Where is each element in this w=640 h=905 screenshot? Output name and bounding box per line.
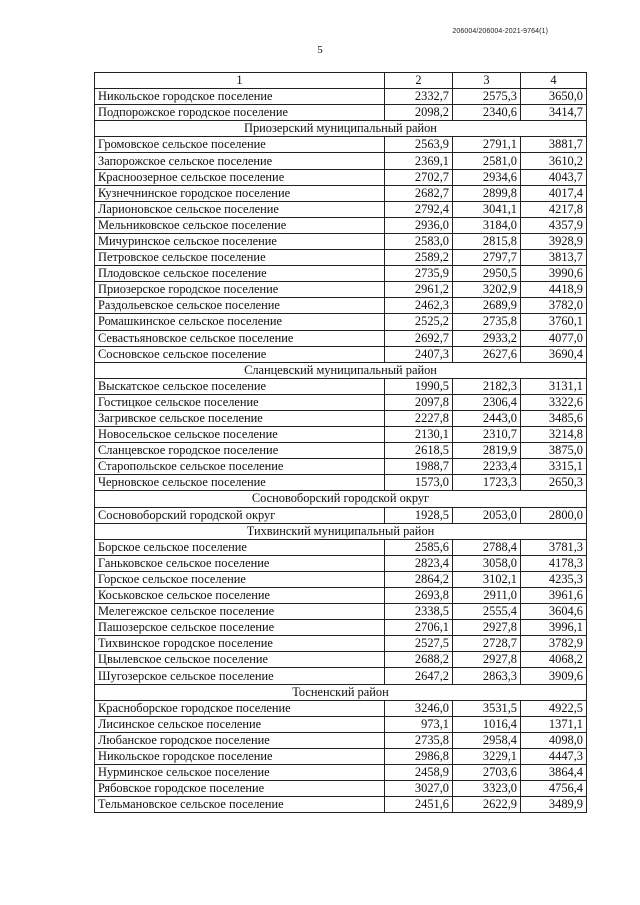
- settlement-name: Старопольское сельское поселение: [95, 459, 385, 475]
- value-col-3: 3323,0: [453, 781, 521, 797]
- value-col-3: 2581,0: [453, 153, 521, 169]
- value-col-3: 3058,0: [453, 555, 521, 571]
- section-row: [95, 684, 587, 700]
- value-col-3: 2703,6: [453, 765, 521, 781]
- value-col-3: 2791,1: [453, 137, 521, 153]
- table-row: [95, 250, 587, 266]
- settlement-name: Коськовское сельское поселение: [95, 588, 385, 604]
- table-row: [95, 378, 587, 394]
- table-row: [95, 394, 587, 410]
- settlement-name: Сосновское сельское поселение: [95, 346, 385, 362]
- table-row: [95, 571, 587, 587]
- value-col-2: 2130,1: [385, 427, 453, 443]
- table-row: [95, 346, 587, 362]
- value-col-2: 2098,2: [385, 105, 453, 121]
- value-col-2: 2692,7: [385, 330, 453, 346]
- table-row: [95, 620, 587, 636]
- table-header-row: [95, 73, 587, 89]
- value-col-4: 3909,6: [521, 668, 587, 684]
- value-col-4: 1371,1: [521, 716, 587, 732]
- value-col-3: 2443,0: [453, 410, 521, 426]
- value-col-4: 3131,1: [521, 378, 587, 394]
- settlement-name: Загривское сельское поселение: [95, 410, 385, 426]
- settlement-name: Приозерское городское поселение: [95, 282, 385, 298]
- section-row: [95, 523, 587, 539]
- value-col-3: 2233,4: [453, 459, 521, 475]
- value-col-2: 2338,5: [385, 604, 453, 620]
- value-col-4: 4043,7: [521, 169, 587, 185]
- value-col-3: 3229,1: [453, 748, 521, 764]
- settlement-name: Никольское городское поселение: [95, 748, 385, 764]
- settlement-name: Запорожское сельское поселение: [95, 153, 385, 169]
- table-row: [95, 330, 587, 346]
- value-col-2: 2583,0: [385, 233, 453, 249]
- table-row: [95, 604, 587, 620]
- settlement-name: Мельниковское сельское поселение: [95, 217, 385, 233]
- section-title: Сосновоборский городской округ: [95, 491, 587, 507]
- settlement-name: Петровское сельское поселение: [95, 250, 385, 266]
- settlement-name: Подпорожское городское поселение: [95, 105, 385, 121]
- value-col-4: 3864,4: [521, 765, 587, 781]
- table-row: [95, 507, 587, 523]
- value-col-2: 2097,8: [385, 394, 453, 410]
- value-col-2: 2735,8: [385, 732, 453, 748]
- value-col-4: 4098,0: [521, 732, 587, 748]
- settlement-name: Пашозерское сельское поселение: [95, 620, 385, 636]
- settlement-name: Красноозерное сельское поселение: [95, 169, 385, 185]
- value-col-2: 2563,9: [385, 137, 453, 153]
- table-row: [95, 765, 587, 781]
- document-id: 206004/206004-2021-9764(1): [452, 28, 548, 35]
- table-row: [95, 201, 587, 217]
- value-col-2: 2525,2: [385, 314, 453, 330]
- settlement-name: Красноборское городское поселение: [95, 700, 385, 716]
- column-header: 1: [95, 73, 385, 89]
- value-col-4: 4068,2: [521, 652, 587, 668]
- value-col-3: 2555,4: [453, 604, 521, 620]
- value-col-3: 3102,1: [453, 571, 521, 587]
- section-row: [95, 121, 587, 137]
- value-col-2: 2618,5: [385, 443, 453, 459]
- value-col-2: 2451,6: [385, 797, 453, 813]
- table-row: [95, 169, 587, 185]
- table-row: [95, 636, 587, 652]
- settlement-name: Сосновоборский городской округ: [95, 507, 385, 523]
- value-col-4: 4178,3: [521, 555, 587, 571]
- value-col-2: 973,1: [385, 716, 453, 732]
- value-col-2: 2702,7: [385, 169, 453, 185]
- value-col-2: 1573,0: [385, 475, 453, 491]
- value-col-2: 2407,3: [385, 346, 453, 362]
- value-col-2: 2735,9: [385, 266, 453, 282]
- value-col-3: 1723,3: [453, 475, 521, 491]
- value-col-4: 3604,6: [521, 604, 587, 620]
- value-col-3: 2735,8: [453, 314, 521, 330]
- value-col-2: 2693,8: [385, 588, 453, 604]
- value-col-4: 3990,6: [521, 266, 587, 282]
- value-col-4: 3928,9: [521, 233, 587, 249]
- settlement-name: Раздольевское сельское поселение: [95, 298, 385, 314]
- value-col-2: 2332,7: [385, 89, 453, 105]
- value-col-3: 2728,7: [453, 636, 521, 652]
- value-col-2: 3027,0: [385, 781, 453, 797]
- value-col-3: 2310,7: [453, 427, 521, 443]
- settlement-name: Шугозерское сельское поселение: [95, 668, 385, 684]
- value-col-2: 2961,2: [385, 282, 453, 298]
- value-col-4: 3782,0: [521, 298, 587, 314]
- page-number: 5: [317, 44, 323, 56]
- settlement-name: Никольское городское поселение: [95, 89, 385, 105]
- value-col-4: 3881,7: [521, 137, 587, 153]
- settlement-name: Новосельское сельское поселение: [95, 427, 385, 443]
- table-row: [95, 89, 587, 105]
- value-col-2: 1990,5: [385, 378, 453, 394]
- value-col-3: 2627,6: [453, 346, 521, 362]
- value-col-2: 2682,7: [385, 185, 453, 201]
- value-col-4: 3489,9: [521, 797, 587, 813]
- value-col-3: 2911,0: [453, 588, 521, 604]
- value-col-4: 3610,2: [521, 153, 587, 169]
- table-row: [95, 233, 587, 249]
- settlement-name: Мелегежское сельское поселение: [95, 604, 385, 620]
- value-col-4: 3322,6: [521, 394, 587, 410]
- value-col-3: 3041,1: [453, 201, 521, 217]
- settlement-name: Сланцевское городское поселение: [95, 443, 385, 459]
- value-col-2: 2227,8: [385, 410, 453, 426]
- value-col-2: 2585,6: [385, 539, 453, 555]
- value-col-4: 3875,0: [521, 443, 587, 459]
- value-col-2: 2864,2: [385, 571, 453, 587]
- value-col-3: 3202,9: [453, 282, 521, 298]
- table-row: [95, 555, 587, 571]
- table-row: [95, 732, 587, 748]
- value-col-3: 2306,4: [453, 394, 521, 410]
- settlement-name: Тихвинское городское поселение: [95, 636, 385, 652]
- value-col-4: 4357,9: [521, 217, 587, 233]
- value-col-3: 3531,5: [453, 700, 521, 716]
- section-row: [95, 362, 587, 378]
- value-col-4: 3485,6: [521, 410, 587, 426]
- table-row: [95, 137, 587, 153]
- table-row: [95, 652, 587, 668]
- table-row: [95, 797, 587, 813]
- table-row: [95, 410, 587, 426]
- table-row: [95, 748, 587, 764]
- table-row: [95, 266, 587, 282]
- settlement-name: Ромашкинское сельское поселение: [95, 314, 385, 330]
- value-col-2: 2792,4: [385, 201, 453, 217]
- section-title: Приозерский муниципальный район: [95, 121, 587, 137]
- column-header: 2: [385, 73, 453, 89]
- value-col-4: 3961,6: [521, 588, 587, 604]
- table-row: [95, 298, 587, 314]
- value-col-3: 2340,6: [453, 105, 521, 121]
- value-col-3: 2863,3: [453, 668, 521, 684]
- table-row: [95, 716, 587, 732]
- value-col-2: 2647,2: [385, 668, 453, 684]
- table-row: [95, 539, 587, 555]
- table-row: [95, 700, 587, 716]
- value-col-2: 1928,5: [385, 507, 453, 523]
- value-col-3: 2899,8: [453, 185, 521, 201]
- value-col-3: 2689,9: [453, 298, 521, 314]
- table-row: [95, 105, 587, 121]
- settlement-name: Ларионовское сельское поселение: [95, 201, 385, 217]
- settlement-name: Плодовское сельское поселение: [95, 266, 385, 282]
- value-col-3: 2053,0: [453, 507, 521, 523]
- value-col-3: 1016,4: [453, 716, 521, 732]
- value-col-3: 2958,4: [453, 732, 521, 748]
- value-col-3: 2934,6: [453, 169, 521, 185]
- settlement-name: Черновское сельское поселение: [95, 475, 385, 491]
- section-title: Тосненский район: [95, 684, 587, 700]
- value-col-4: 3414,7: [521, 105, 587, 121]
- settlement-name: Выскатское сельское поселение: [95, 378, 385, 394]
- value-col-3: 2815,8: [453, 233, 521, 249]
- value-col-4: 3690,4: [521, 346, 587, 362]
- settlement-name: Лисинское сельское поселение: [95, 716, 385, 732]
- value-col-3: 3184,0: [453, 217, 521, 233]
- value-col-3: 2788,4: [453, 539, 521, 555]
- value-col-4: 4447,3: [521, 748, 587, 764]
- column-header: 4: [521, 73, 587, 89]
- value-col-4: 4017,4: [521, 185, 587, 201]
- value-col-2: 2527,5: [385, 636, 453, 652]
- value-col-4: 3782,9: [521, 636, 587, 652]
- value-col-2: 1988,7: [385, 459, 453, 475]
- value-col-3: 2797,7: [453, 250, 521, 266]
- value-col-2: 2589,2: [385, 250, 453, 266]
- table-row: [95, 588, 587, 604]
- value-col-3: 2622,9: [453, 797, 521, 813]
- value-col-3: 2575,3: [453, 89, 521, 105]
- settlement-name: Горское сельское поселение: [95, 571, 385, 587]
- value-col-3: 2927,8: [453, 652, 521, 668]
- value-col-3: 2927,8: [453, 620, 521, 636]
- value-col-4: 4418,9: [521, 282, 587, 298]
- value-col-3: 2933,2: [453, 330, 521, 346]
- value-col-2: 2369,1: [385, 153, 453, 169]
- table-row: [95, 475, 587, 491]
- table-row: [95, 185, 587, 201]
- value-col-4: 3214,8: [521, 427, 587, 443]
- value-col-2: 2936,0: [385, 217, 453, 233]
- value-col-4: 4217,8: [521, 201, 587, 217]
- table-row: [95, 427, 587, 443]
- settlement-name: Кузнечнинское городское поселение: [95, 185, 385, 201]
- section-title: Тихвинский муниципальный район: [95, 523, 587, 539]
- settlement-name: Цвылевское сельское поселение: [95, 652, 385, 668]
- table-row: [95, 153, 587, 169]
- value-col-4: 3813,7: [521, 250, 587, 266]
- value-col-4: 2650,3: [521, 475, 587, 491]
- value-col-3: 2950,5: [453, 266, 521, 282]
- table-row: [95, 668, 587, 684]
- value-col-4: 2800,0: [521, 507, 587, 523]
- value-col-2: 2462,3: [385, 298, 453, 314]
- value-col-3: 2819,9: [453, 443, 521, 459]
- settlement-name: Севастьяновское сельское поселение: [95, 330, 385, 346]
- column-header: 3: [453, 73, 521, 89]
- value-col-4: 3315,1: [521, 459, 587, 475]
- value-col-3: 2182,3: [453, 378, 521, 394]
- table-row: [95, 282, 587, 298]
- value-col-4: 3760,1: [521, 314, 587, 330]
- table-row: [95, 459, 587, 475]
- settlement-name: Тельмановское сельское поселение: [95, 797, 385, 813]
- settlement-name: Гостицкое сельское поселение: [95, 394, 385, 410]
- settlement-name: Любанское городское поселение: [95, 732, 385, 748]
- settlement-name: Громовское сельское поселение: [95, 137, 385, 153]
- value-col-2: 3246,0: [385, 700, 453, 716]
- table-row: [95, 314, 587, 330]
- table-row: [95, 443, 587, 459]
- value-col-2: 2688,2: [385, 652, 453, 668]
- settlement-name: Рябовское городское поселение: [95, 781, 385, 797]
- value-col-4: 3781,3: [521, 539, 587, 555]
- value-col-2: 2986,8: [385, 748, 453, 764]
- table-row: [95, 781, 587, 797]
- table-row: [95, 217, 587, 233]
- settlement-name: Нурминское сельское поселение: [95, 765, 385, 781]
- value-col-4: 4922,5: [521, 700, 587, 716]
- value-col-4: 4756,4: [521, 781, 587, 797]
- value-col-4: 4077,0: [521, 330, 587, 346]
- value-col-4: 4235,3: [521, 571, 587, 587]
- value-col-2: 2823,4: [385, 555, 453, 571]
- section-title: Сланцевский муниципальный район: [95, 362, 587, 378]
- section-row: [95, 491, 587, 507]
- value-col-2: 2458,9: [385, 765, 453, 781]
- value-col-2: 2706,1: [385, 620, 453, 636]
- settlement-name: Борское сельское поселение: [95, 539, 385, 555]
- data-table: [94, 72, 587, 813]
- settlement-name: Ганьковское сельское поселение: [95, 555, 385, 571]
- value-col-4: 3650,0: [521, 89, 587, 105]
- settlement-name: Мичуринское сельское поселение: [95, 233, 385, 249]
- value-col-4: 3996,1: [521, 620, 587, 636]
